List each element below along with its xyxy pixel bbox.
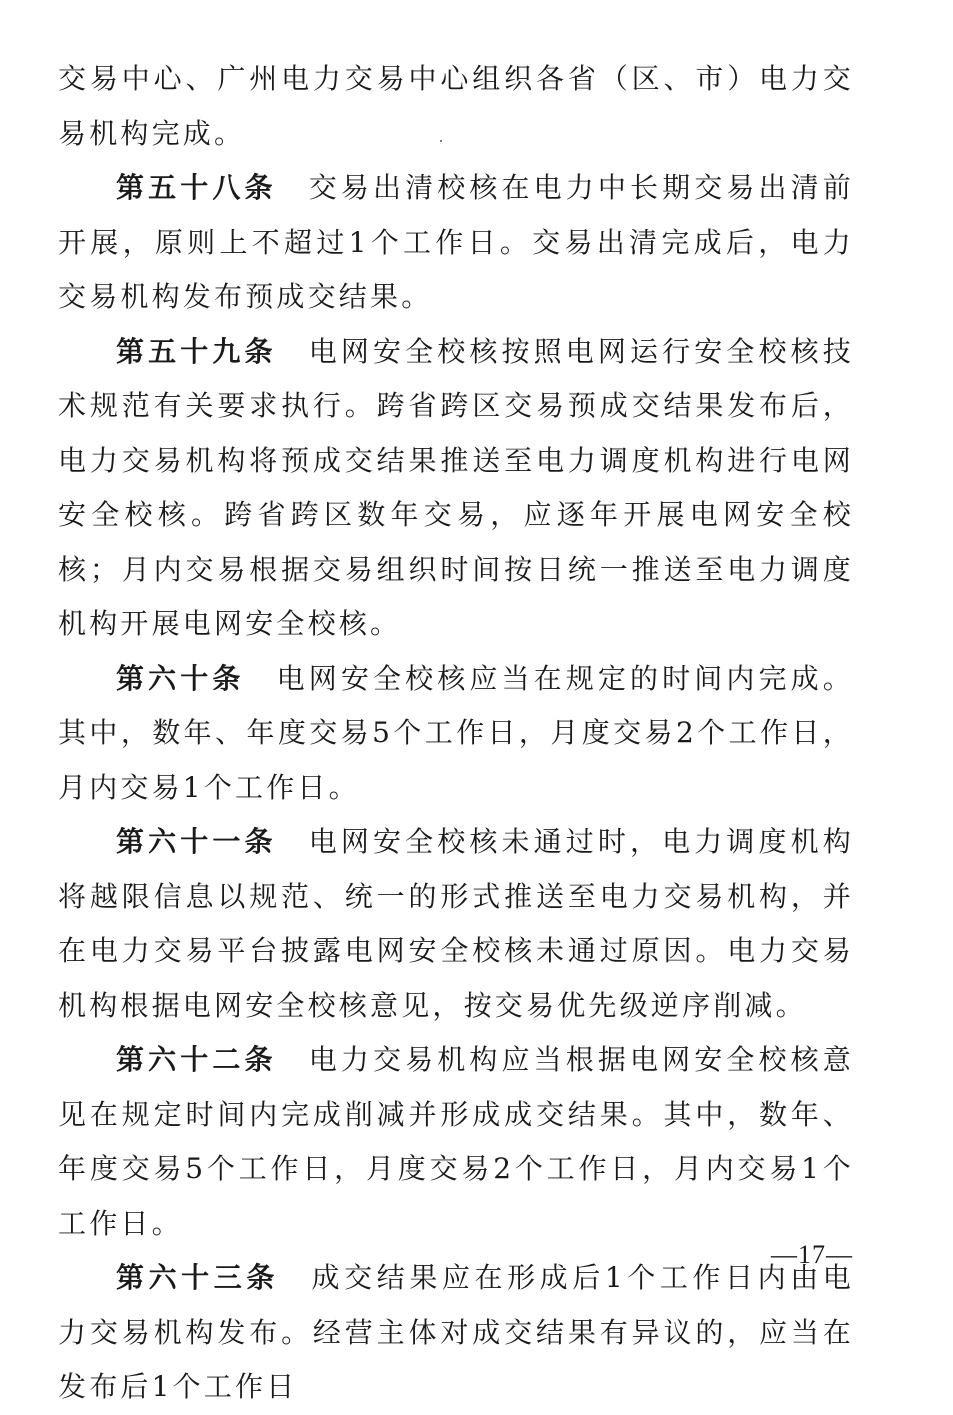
- article-63: [58, 1251, 854, 1415]
- paragraph-text: 电网安全校核应当在规定的时间内完成。其中，数年、年度交易5个工作日，月度交易2个工作日，月内交易1个工作日。: [58, 661, 855, 804]
- article-62: [58, 1033, 854, 1251]
- paragraph-text: 电网安全校核按照电网运行安全校核技术规范有关要求执行。跨省跨区交易预成交结果发布后，电力交易机构将预成交结果推送至电力调度机构进行电网安全校核。跨省跨区数年交易，应逐年开展电网安全校核；月内交易根据交易组织时间按日统一推送至电力调度机构开展电网安全校核。: [58, 334, 855, 640]
- article-58: [58, 161, 854, 325]
- article-number: 第六十一条: [116, 825, 277, 858]
- article-61: [58, 815, 854, 1033]
- paragraph-text: 成交结果应在形成后1个工作日内由电力交易机构发布。经营主体对成交结果有异议的，应当在发布后1个工作日: [58, 1261, 854, 1403]
- paragraph-text: 电网安全校核未通过时，电力调度机构将越限信息以规范、统一的形式推送至电力交易机构，并在电力交易平台披露电网安全校核未通过原因。电力交易机构根据电网安全校核意见，按交易优先级逆序削减。: [58, 825, 855, 1022]
- article-number: 第五十九条: [116, 334, 277, 368]
- article-number: 第六十三条: [116, 1261, 279, 1294]
- article-number: 第六十条: [116, 661, 245, 695]
- article-number: 第五十八条: [116, 171, 277, 204]
- paragraph-text: 电力交易机构应当根据电网安全校核意见在规定时间内完成削减并形成成交结果。其中，数年、年度交易5个工作日，月度交易2个工作日，月内交易1个工作日。: [58, 1043, 855, 1240]
- article-59: [58, 325, 854, 652]
- article-number: 第六十二条: [116, 1043, 277, 1076]
- paragraph-continuation: [58, 52, 854, 161]
- paragraph-text: 交易中心、广州电力交易中心组织各省（区、市）电力交易机构完成。: [58, 62, 854, 150]
- paragraph-text: 交易出清校核在电力中长期交易出清前开展，原则上不超过1个工作日。交易出清完成后，电力交易机构发布预成交结果。: [58, 171, 855, 313]
- page-number: —17—: [771, 1240, 853, 1269]
- document-body: [58, 52, 854, 1415]
- article-60: [58, 652, 854, 816]
